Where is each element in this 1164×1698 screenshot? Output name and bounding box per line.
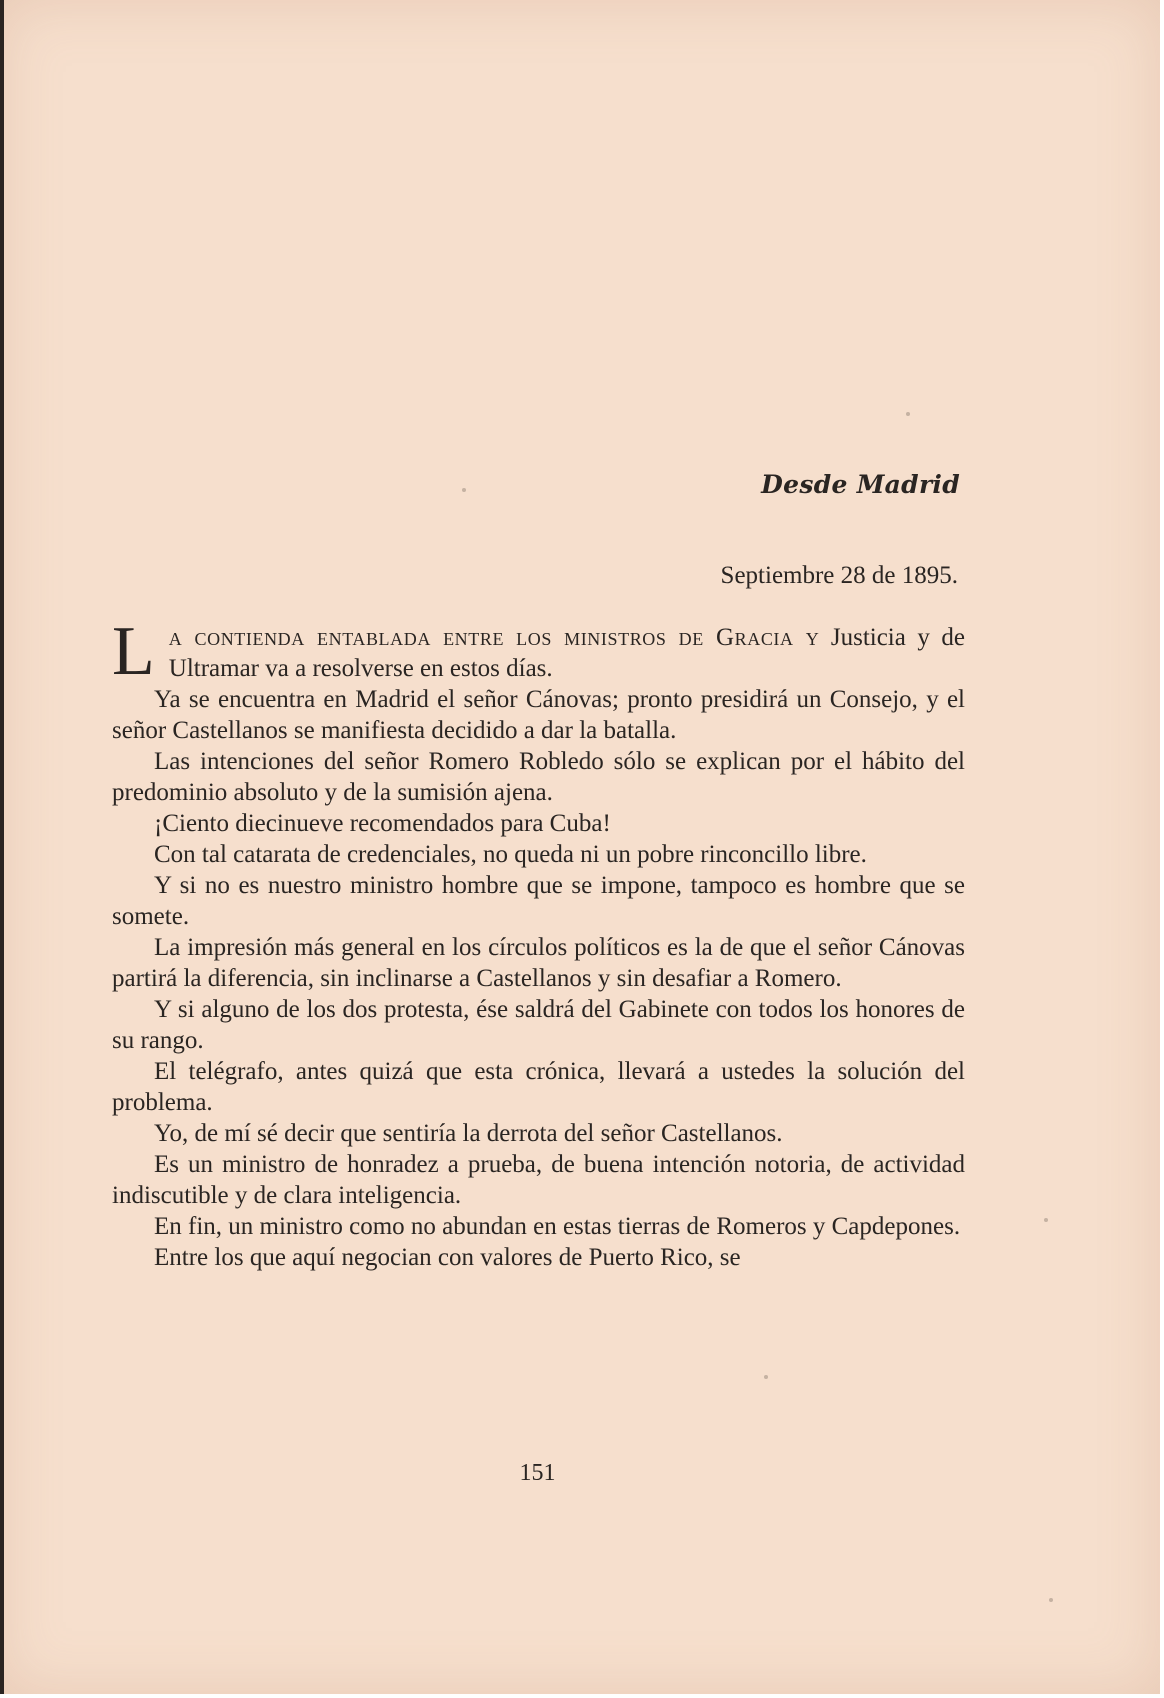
page-edge-shadow xyxy=(0,0,4,1694)
article-body xyxy=(112,613,965,1273)
paper-speck xyxy=(462,488,466,492)
paragraph: Es un ministro de honradez a prueba, de buena intención notoria, de actividad indiscutible y de clara inteligencia. xyxy=(112,1151,965,1209)
paper-speck xyxy=(764,1375,768,1379)
paragraph: Entre los que aquí negocian con valores de Puerto Rico, se xyxy=(154,1244,741,1271)
paper-speck xyxy=(1049,1598,1053,1602)
section-title: Desde Madrid xyxy=(761,470,960,499)
paragraph: Y si alguno de los dos protesta, ése saldrá del Gabinete con todos los honores de su rango. xyxy=(112,996,965,1054)
paragraph: La impresión más general en los círculos políticos es la de que el señor Cánovas partirá la diferencia, sin inclinarse a Castellanos y sin desafiar a Romero. xyxy=(112,934,965,992)
paragraph: Ya se encuentra en Madrid el señor Cánovas; pronto presidirá un Consejo, y el señor Castellanos se manifiesta decidido a dar la batalla. xyxy=(112,686,965,744)
paper-speck xyxy=(906,412,910,416)
paragraph: El telégrafo, antes quizá que esta crónica, llevará a ustedes la solución del problema. xyxy=(112,1058,965,1116)
paragraph: Y si no es nuestro ministro hombre que se impone, tampoco es hombre que se somete. xyxy=(112,872,965,930)
paragraph: Con tal catarata de credenciales, no queda ni un pobre rinconcillo libre. xyxy=(154,841,867,868)
dateline: Septiembre 28 de 1895. xyxy=(720,562,958,589)
opening-paragraph xyxy=(112,613,965,690)
paragraph: ¡Ciento diecinueve recomendados para Cuba! xyxy=(154,810,611,837)
drop-cap: L xyxy=(112,613,155,690)
paragraph: Yo, de mí sé decir que sentiría la derrota del señor Castellanos. xyxy=(154,1120,783,1147)
opening-rest: Justicia y de Ultramar va a resolverse en estos días. xyxy=(168,624,965,682)
paragraph: En fin, un ministro como no abundan en estas tierras de Romeros y Capdepones. xyxy=(154,1213,961,1240)
paper-speck xyxy=(1044,1218,1048,1222)
page-number: 151 xyxy=(519,1460,556,1486)
paragraph: Las intenciones del señor Romero Robledo sólo se explican por el hábito del predominio absoluto y de la sumisión ajena. xyxy=(112,748,965,806)
opening-smallcaps: a contienda entablada entre los ministros de Gracia y xyxy=(168,624,820,651)
